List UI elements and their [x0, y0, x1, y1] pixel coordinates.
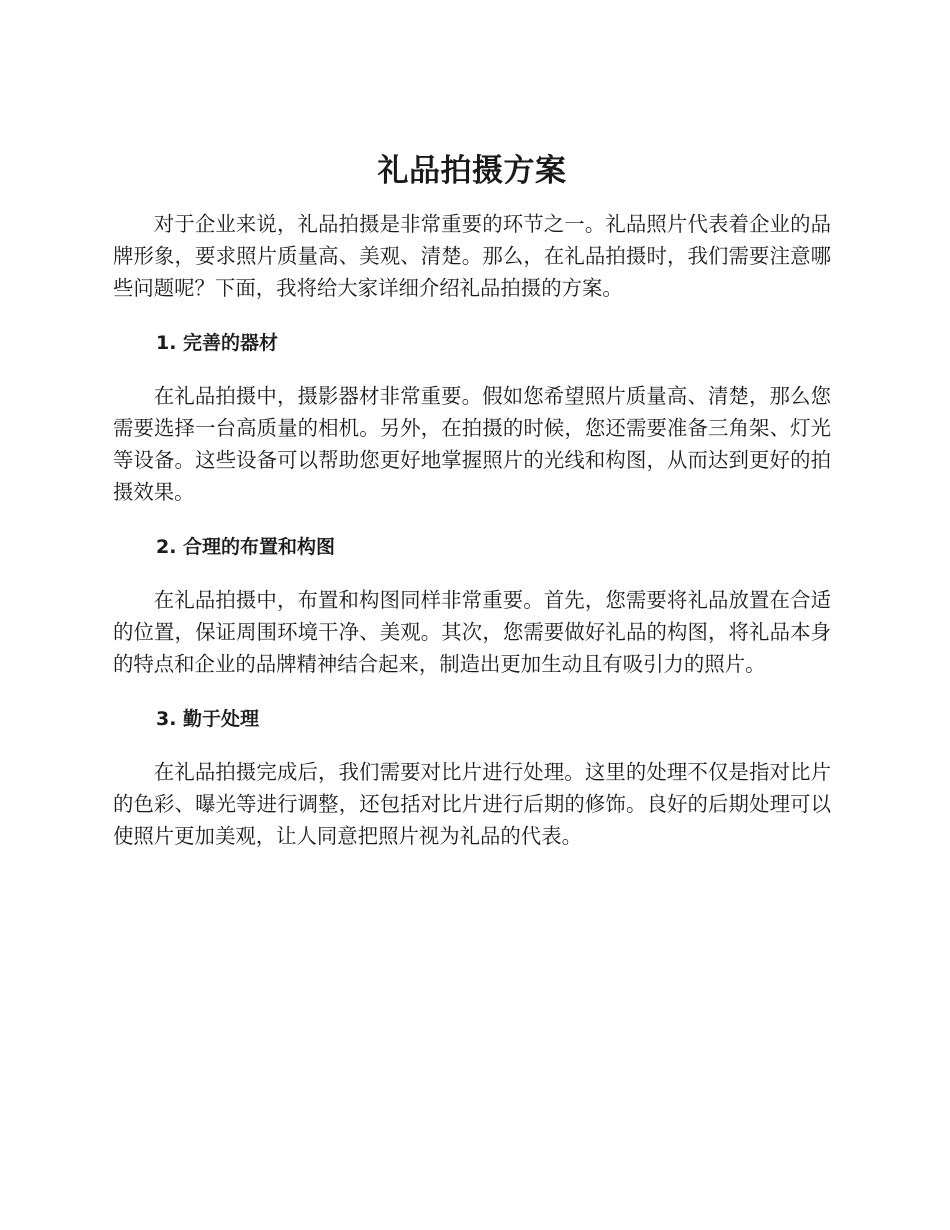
section-heading: 3. 勤于处理 — [156, 708, 260, 730]
section-paragraph: 在礼品拍摄完成后，我们需要对比片进行处理。这里的处理不仅是指对比片的色彩、曝光等进行调整，还包括对比片进行后期的修饰。良好的后期处理可以使照片更加美观，让人同意把照片视为礼品的代表。 — [113, 760, 831, 848]
section-equipment — [113, 328, 831, 508]
intro-paragraph: 对于企业来说，礼品拍摄是非常重要的环节之一。礼品照片代表着企业的品牌形象，要求照片质量高、美观、清楚。那么，在礼品拍摄时，我们需要注意哪些问题呢？下面，我将给大家详细介绍礼品拍摄的方案。 — [113, 212, 831, 300]
document-page — [113, 148, 831, 852]
section-post-processing — [113, 704, 831, 852]
section-paragraph: 在礼品拍摄中，布置和构图同样非常重要。首先，您需要将礼品放置在合适的位置，保证周围环境干净、美观。其次，您需要做好礼品的构图，将礼品本身的特点和企业的品牌精神结合起来，制造出更加生动且有吸引力的照片。 — [113, 588, 831, 676]
document-title: 礼品拍摄方案 — [377, 153, 567, 189]
section-layout-composition — [113, 532, 831, 680]
section-heading: 2. 合理的布置和构图 — [156, 536, 336, 558]
section-heading: 1. 完善的器材 — [156, 332, 279, 354]
section-paragraph: 在礼品拍摄中，摄影器材非常重要。假如您希望照片质量高、清楚，那么您需要选择一台高质量的相机。另外，在拍摄的时候，您还需要准备三角架、灯光等设备。这些设备可以帮助您更好地掌握照片的光线和构图，从而达到更好的拍摄效果。 — [113, 384, 831, 504]
